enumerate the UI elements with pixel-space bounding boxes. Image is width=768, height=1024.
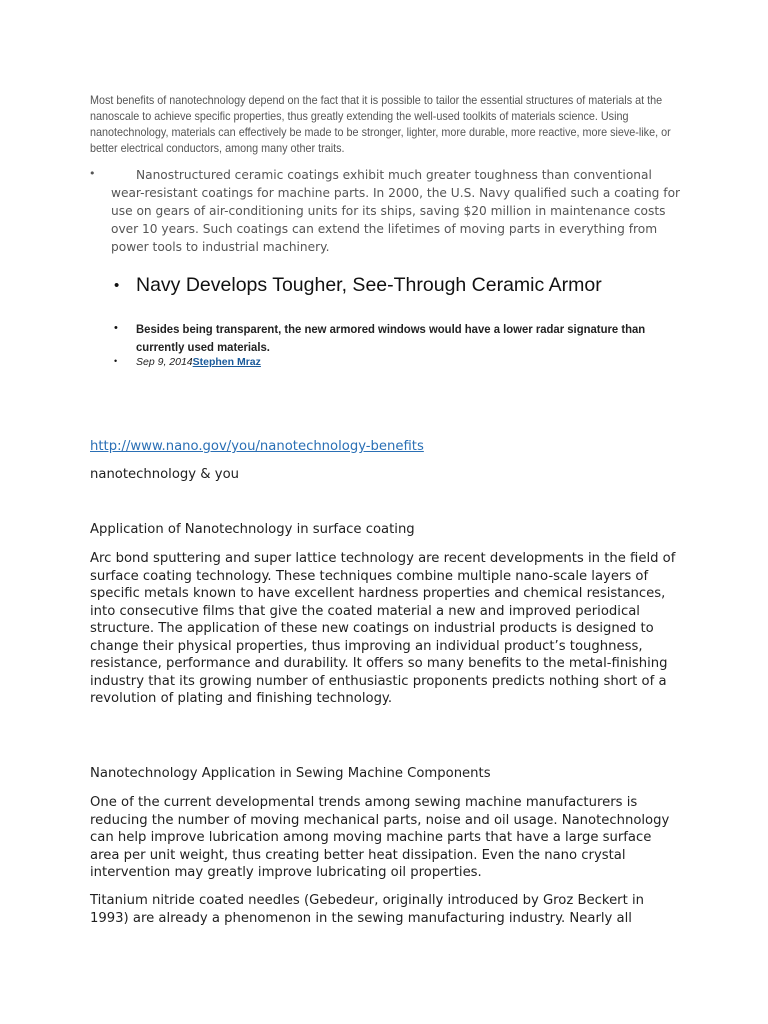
article-summary: Besides being transparent, the new armored windows would have a lower radar signature than currently used materials.	[136, 322, 646, 354]
section-body-surface-coating: Arc bond sputtering and super lattice technology are recent developments in the field of surface coating technology. These techniques combine multiple nano-scale layers of specific metals known to have excellent hardness properties and chemical resistances, into consecutive films that give the coated material a new and improved periodical structure. The application of these new coatings on industrial products is designed to change their physical properties, thus improving an individual product’s toughness, resistance, performance and durability. It offers so many benefits to the metal-finishing industry that its growing number of enthusiastic proponents predicts nothing short of a revolution of plating and finishing technology.	[90, 551, 676, 706]
article-headline: Navy Develops Tougher, See-Through Ceramic Armor	[136, 274, 602, 296]
article-meta	[136, 356, 261, 368]
bullet-marker: •	[89, 167, 96, 180]
section-body-titanium-needles: Titanium nitride coated needles (Gebedeur, originally introduced by Groz Beckert in 1993) are already a phenomenon in the sewing manufacturing industry. Nearly all	[90, 893, 644, 926]
coatings-bullet-paragraph: Nanostructured ceramic coatings exhibit much greater toughness than conventional wear-resistant coatings for machine parts. In 2000, the U.S. Navy qualified such a coating for use on gears of air-conditioning units for its ships, saving $20 million in maintenance costs over 10 years. Such coatings can extend the lifetimes of moving parts in everything from power tools to industrial machinery.	[111, 168, 681, 254]
section-heading-sewing-machine: Nanotechnology Application in Sewing Machine Components	[90, 766, 491, 781]
bullet-marker: •	[114, 356, 118, 366]
source-tagline: nanotechnology & you	[90, 467, 239, 482]
article-date: Sep 9, 2014	[136, 356, 193, 368]
intro-paragraph: Most benefits of nanotechnology depend on the fact that it is possible to tailor the essential structures of materials at the nanoscale to achieve specific properties, thus greatly extending the well-used toolkits of materials science. Using nanotechnology, materials can effectively be made to be stronger, lighter, more durable, more reactive, more sieve-like, or better electrical conductors, among many other traits.	[90, 93, 671, 155]
section-body-sewing-machine: One of the current developmental trends among sewing machine manufacturers is reducing the number of moving mechanical parts, noise and oil usage. Nanotechnology can help improve lubrication among moving machine parts that have a large surface area per unit weight, thus creating better heat dissipation. Even the nano crystal intervention may greatly improve lubricating oil properties.	[90, 795, 670, 880]
bullet-marker: •	[114, 322, 118, 334]
source-link[interactable]: http://www.nano.gov/you/nanotechnology-benefits	[90, 439, 424, 454]
bullet-marker: •	[114, 277, 120, 294]
article-author-link[interactable]: Stephen Mraz	[192, 356, 261, 368]
section-heading-surface-coating: Application of Nanotechnology in surface coating	[90, 522, 415, 537]
